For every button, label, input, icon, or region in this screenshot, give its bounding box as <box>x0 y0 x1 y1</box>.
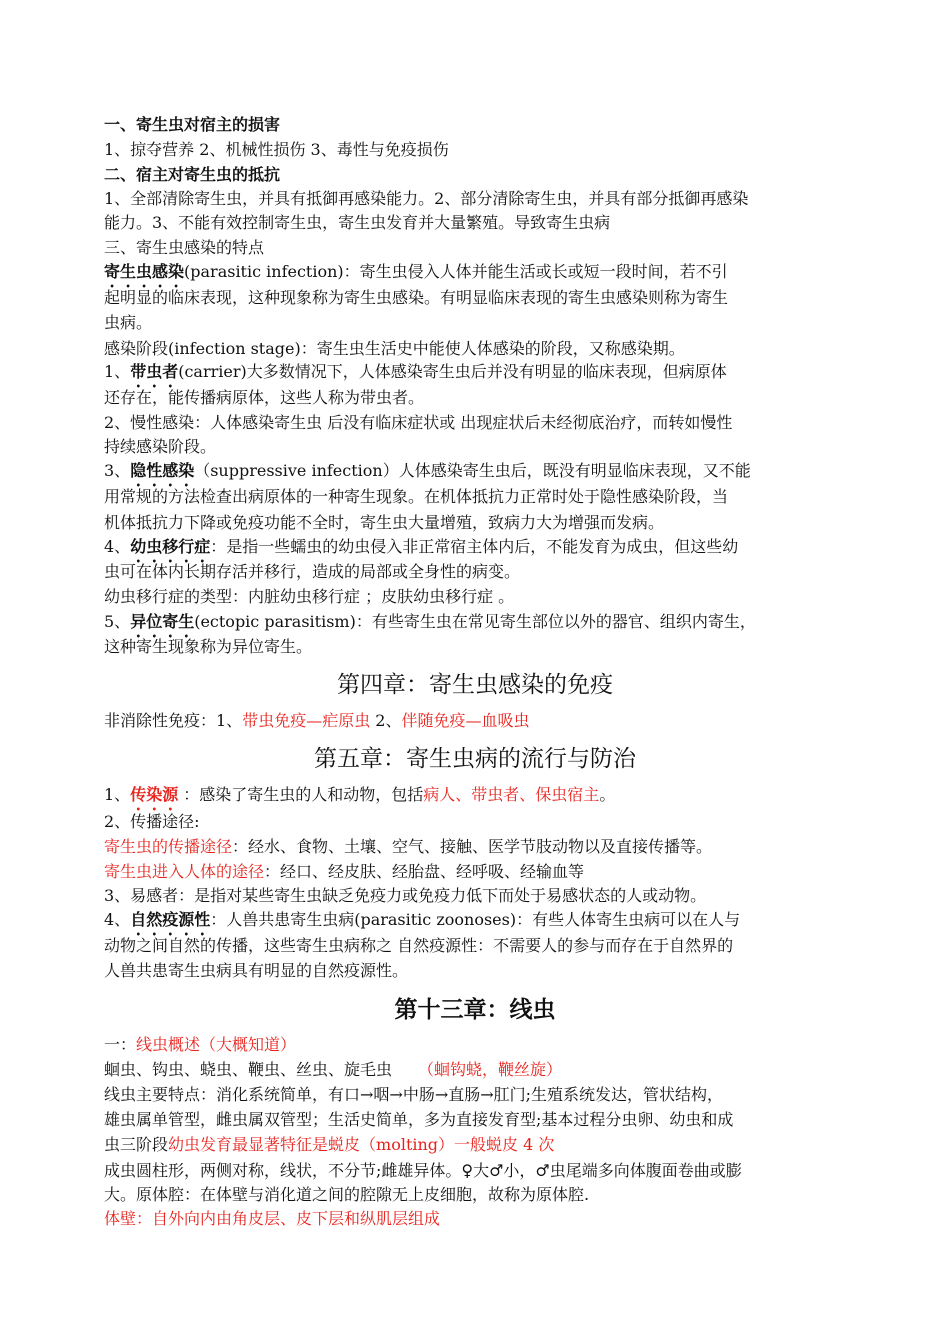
highlight-transmission-route: 寄生虫的传播途径 <box>104 837 233 856</box>
text-span: ：感染了寄生虫的人和动物，包括 <box>178 785 424 804</box>
paragraph-line: 持续感染阶段。 <box>104 437 217 456</box>
paragraph-line: 成虫圆柱形，两侧对称，线状，不分节;雌雄异体。♀大♂小，♂虫尾端多向体腹面卷曲或膨 <box>104 1161 742 1180</box>
chapter-heading-4: 第四章：寄生虫感染的免疫 <box>337 672 613 698</box>
paragraph-line <box>104 710 864 732</box>
text-span: 虫三阶段 <box>104 1135 169 1154</box>
highlight-body-wall: 体壁：自外向内由角皮层、皮下层和纵肌层组成 <box>104 1209 441 1228</box>
section-title-infection-features: 三、寄生虫感染的特点 <box>104 238 265 257</box>
paragraph-line <box>104 836 864 858</box>
paragraph-line: 幼虫移行症的类型：内脏幼虫移行症 ；皮肤幼虫移行症 。 <box>104 587 515 606</box>
paragraph-line: 2、传播途径: <box>104 812 200 831</box>
item-number: 3、 <box>104 461 131 480</box>
section-title-host-resistance: 二、宿主对寄生虫的抵抗 <box>104 165 281 184</box>
text-span: 一： <box>104 1035 137 1054</box>
item-number: 4、 <box>104 537 131 556</box>
highlight-entry-route: 寄生虫进入人体的途径 <box>104 862 265 881</box>
highlight-overview: 线虫概述（大概知道） <box>136 1035 297 1054</box>
paragraph-line: 还存在，能传播病原体，这些人称为带虫者。 <box>104 388 425 407</box>
paragraph-line: 起明显的临床表现，这种现象称为寄生虫感染。有明显临床表现的寄生虫感染则称为寄生 <box>104 288 729 307</box>
text-span: ：经口、经皮肤、经胎盘、经呼吸、经输血等 <box>264 862 585 881</box>
paragraph-line <box>104 1134 864 1156</box>
chapter-heading-13: 第十三章：线虫 <box>394 996 556 1023</box>
chapter-heading-5: 第五章：寄生虫病的流行与防治 <box>314 746 636 772</box>
term-infection-source: 传染源 <box>130 785 179 804</box>
term-parasitic-infection: 寄生虫感染 <box>104 262 185 281</box>
paragraph-line <box>104 1059 864 1081</box>
paragraph-line: 雄虫属单管型，雌虫属双管型；生活史简单，多为直接发育型;基本过程分虫卵、幼虫和成 <box>104 1110 734 1129</box>
paragraph-line: 1、全部清除寄生虫，并具有抵御再感染能力。2、部分清除寄生虫，并具有部分抵御再感染 <box>104 189 749 208</box>
term-carrier: 带虫者 <box>130 362 179 381</box>
text-span: 非消除性免疫：1、 <box>104 711 243 730</box>
paragraph-line <box>104 1034 864 1056</box>
definition-text: （suppressive infection）人体感染寄生虫后，既没有明显临床表现，又不能 <box>194 461 751 480</box>
definition-text: ：是指一些蠕虫的幼虫侵入非正常宿主体内后，不能发育为成虫，但这些幼 <box>210 537 739 556</box>
highlight-mnemonic: （蛔钩蛲，鞭丝旋） <box>418 1060 563 1079</box>
paragraph-line: 动物之间自然的传播，这些寄生虫病称之 自然疫源性：不需要人的参与而存在于自然界的 <box>104 936 734 955</box>
definition-text: (carrier)大多数情况下，人体感染寄生虫后并没有明显的临床表现，但病原体 <box>178 362 727 381</box>
paragraph-line: 大。原体腔：在体壁与消化道之间的腔隙无上皮细胞，故称为原体腔. <box>104 1185 590 1204</box>
highlight-premunition: 带虫免疫—疟原虫 <box>242 711 371 730</box>
text-span: ：经水、食物、土壤、空气、接触、医学节肢动物以及直接传播等。 <box>232 837 713 856</box>
definition-text: (parasitic infection)：寄生虫侵入人体并能生活或长或短一段时间，若不引 <box>184 262 728 281</box>
species-list: 蛔虫、钩虫、蛲虫、鞭虫、丝虫、旋毛虫 <box>104 1060 393 1079</box>
term-ectopic-parasitism: 异位寄生 <box>130 612 195 631</box>
item-number: 4、 <box>104 910 131 929</box>
host-damage-list: 1、掠夺营养 2、机械性损伤 3、毒性与免疫损伤 <box>104 140 449 159</box>
item-number: 5、 <box>104 612 131 631</box>
paragraph-line: 能力。3、不能有效控制寄生虫，寄生虫发育并大量繁殖。导致寄生虫病 <box>104 213 611 232</box>
paragraph-line: 人兽共患寄生虫病具有明显的自然疫源性。 <box>104 961 409 980</box>
definition-text: ：人兽共患寄生虫病(parasitic zoonoses)：有些人体寄生虫病可以在人与 <box>210 910 741 929</box>
highlight-source-list: 病人、带虫者、保虫宿主 <box>423 785 600 804</box>
highlight-molting: 幼虫发育最显著特征是蜕皮（molting）一般蜕皮 4 次 <box>168 1135 555 1154</box>
paragraph-line: 虫病。 <box>104 313 153 332</box>
highlight-concomitant-immunity: 伴随免疫—血吸虫 <box>401 711 530 730</box>
definition-text: (ectopic parasitism)：有些寄生虫在常见寄生部位以外的器官、组织内寄生， <box>194 612 756 631</box>
paragraph-line: 用常规的方法检查出病原体的一种寄生现象。在机体抵抗力正常时处于隐性感染阶段，当 <box>104 487 729 506</box>
term-natural-focus: 自然疫源性 <box>130 910 211 929</box>
item-number: 1、 <box>104 785 131 804</box>
paragraph-line: 机体抵抗力下降或免疫功能不全时，寄生虫大量增殖，致病力大为增强而发病。 <box>104 513 665 532</box>
paragraph-line: 2、慢性感染：人体感染寄生虫 后没有临床症状或 出现症状后未经彻底治疗，而转如慢性 <box>104 413 733 432</box>
text-span: 。 <box>599 785 616 804</box>
term-larva-migrans: 幼虫移行症 <box>130 537 211 556</box>
paragraph-line <box>104 861 864 883</box>
paragraph-line: 线虫主要特点：消化系统简单，有口→咽→中肠→直肠→肛门;生殖系统发达，管状结构， <box>104 1085 724 1104</box>
text-span: 2、 <box>370 711 402 730</box>
paragraph-line: 这种寄生现象称为异位寄生。 <box>104 637 313 656</box>
item-number: 1、 <box>104 362 131 381</box>
paragraph-line: 3、易感者：是指对某些寄生虫缺乏免疫力或免疫力低下而处于易感状态的人或动物。 <box>104 886 707 905</box>
paragraph-line: 感染阶段(infection stage)：寄生虫生活史中能使人体感染的阶段，又称感染期。 <box>104 339 685 358</box>
paragraph-line: 虫可在体内长期存活并移行，造成的局部或全身性的病变。 <box>104 562 521 581</box>
term-suppressive-infection: 隐性感染 <box>130 461 195 480</box>
section-title-host-damage: 一、寄生虫对宿主的损害 <box>104 115 281 134</box>
paragraph-line <box>104 784 864 814</box>
